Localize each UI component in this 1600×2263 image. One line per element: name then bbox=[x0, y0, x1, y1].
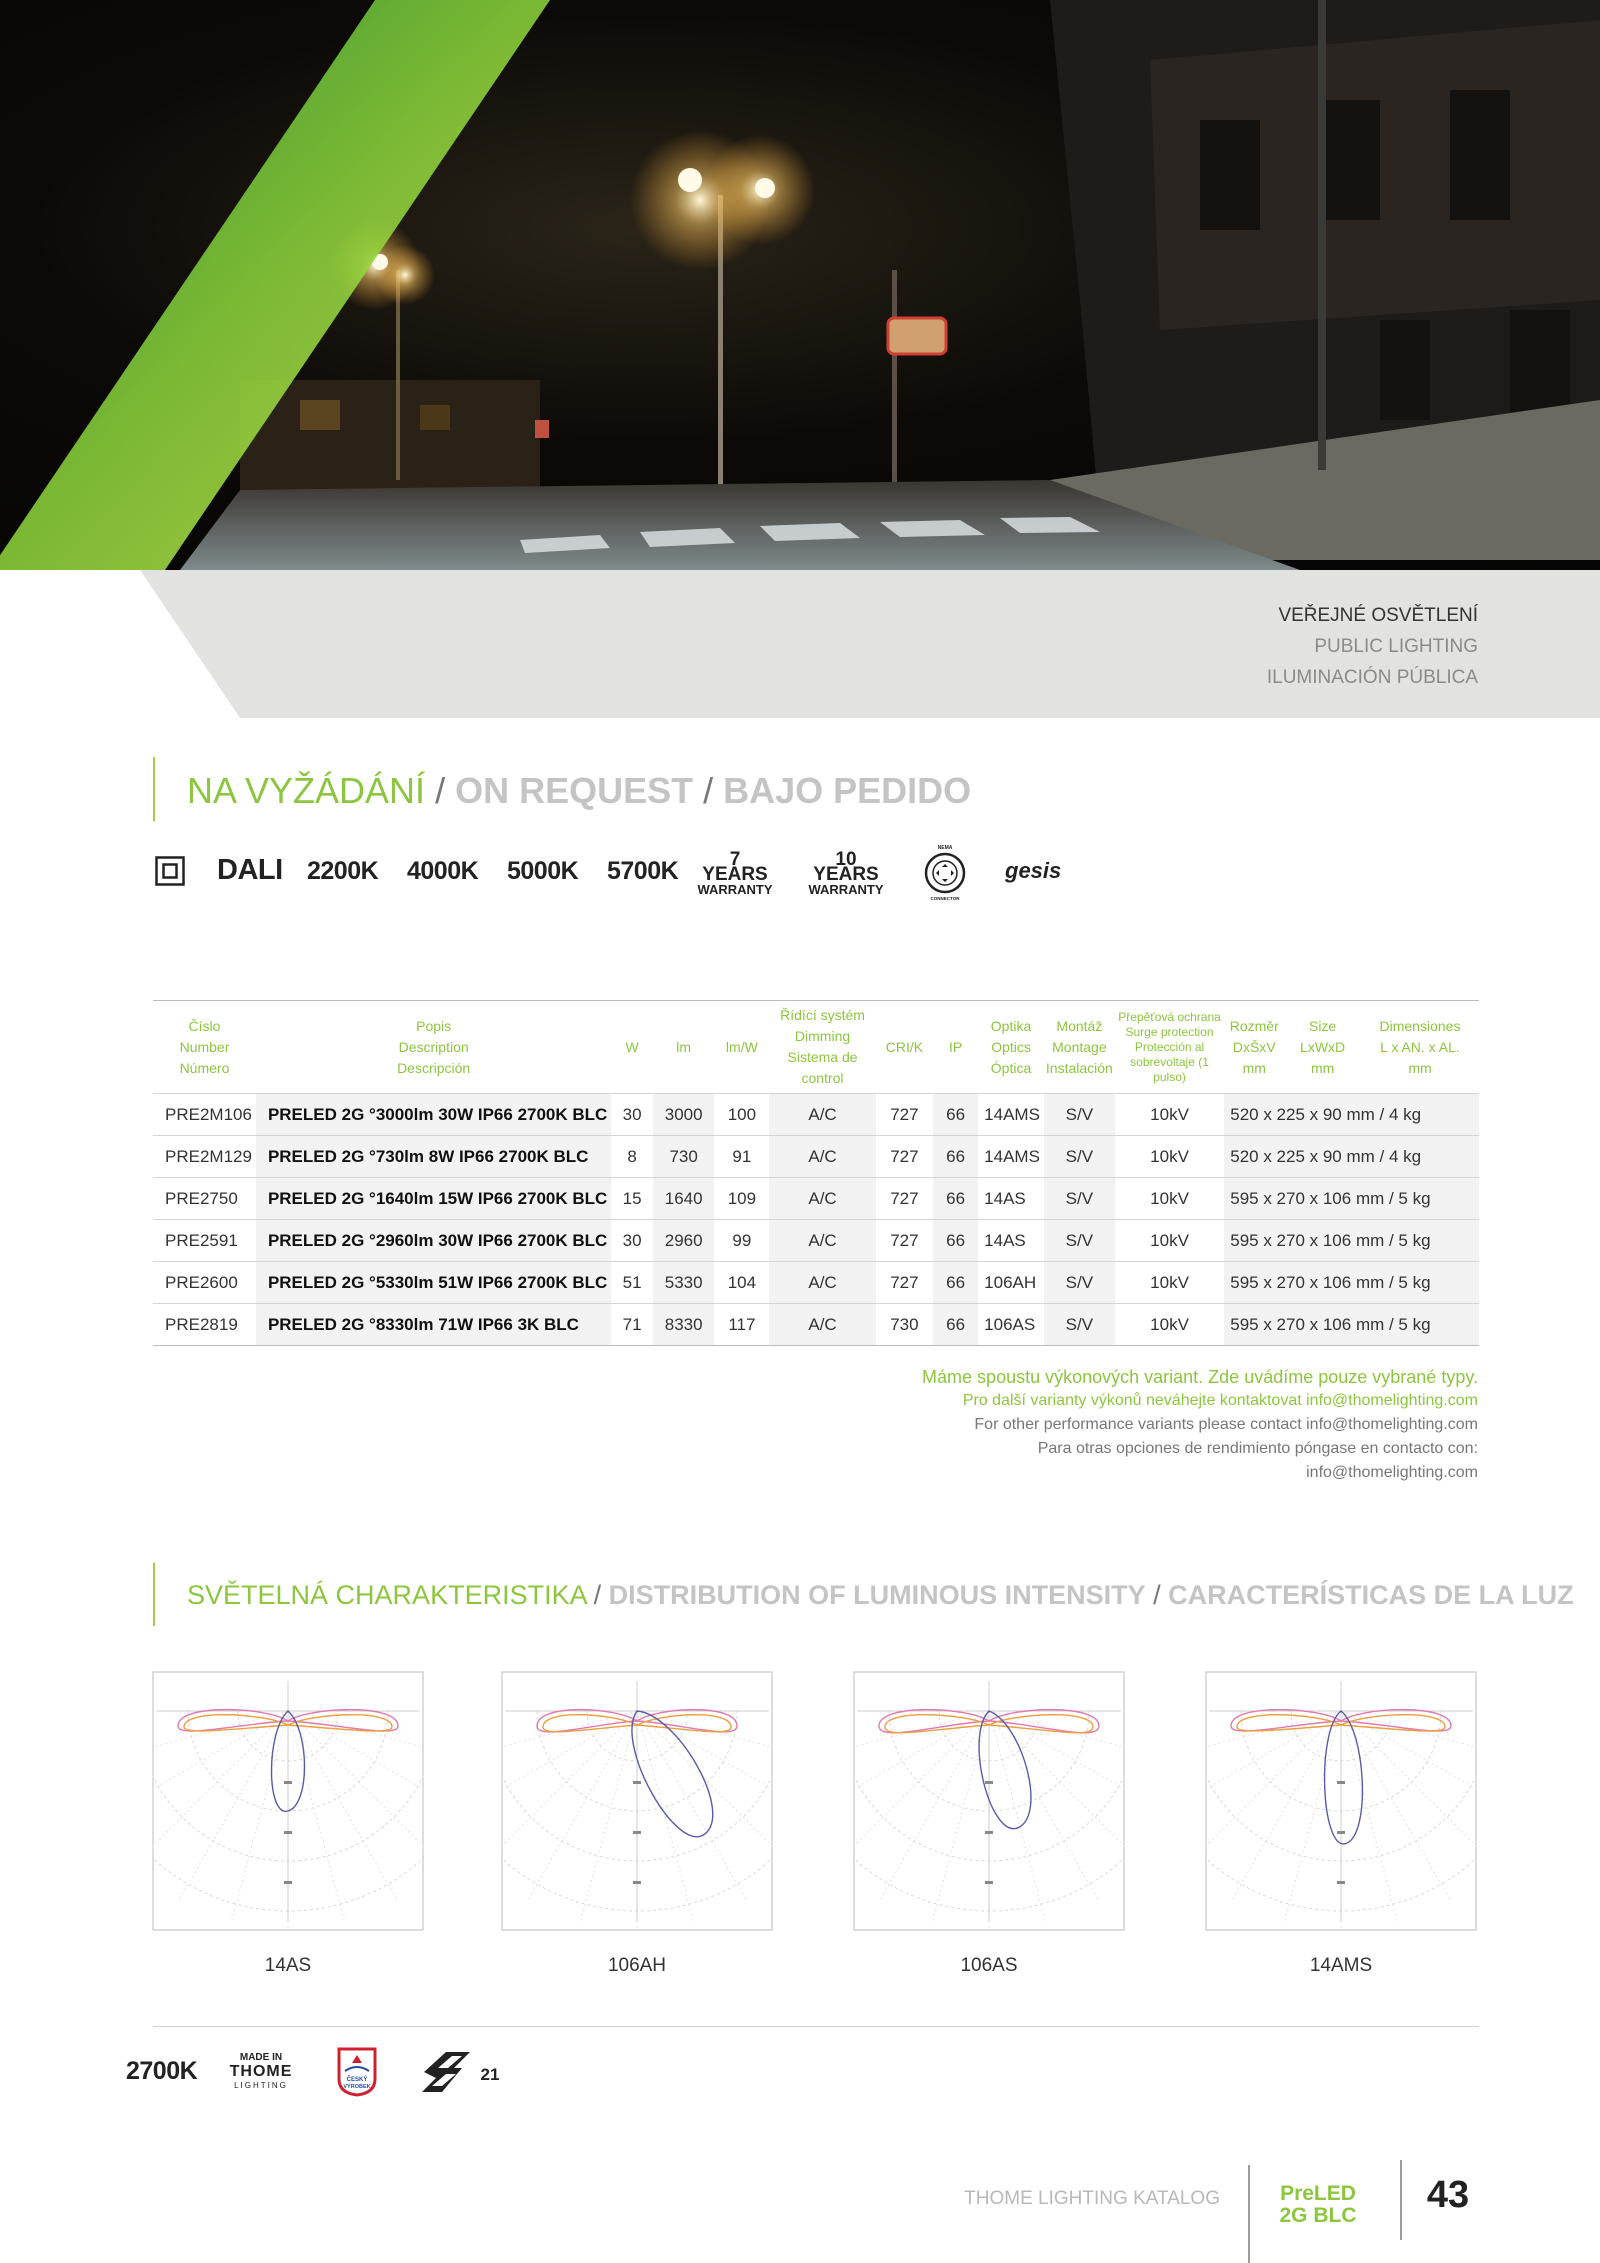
title-separator: / bbox=[1145, 1580, 1169, 1610]
polar-chart-0 bbox=[152, 1671, 424, 1931]
cell-lm: 730 bbox=[653, 1136, 714, 1178]
cell-size: 520 x 225 x 90 mm / 4 kg bbox=[1224, 1094, 1479, 1136]
col-lm: lm bbox=[653, 1001, 714, 1094]
cell-size: 520 x 225 x 90 mm / 4 kg bbox=[1224, 1136, 1479, 1178]
diagram-label-14as: 14AS bbox=[264, 1955, 312, 1976]
cell-optics: 14AMS bbox=[978, 1094, 1044, 1136]
cell-number: PRE2M106 bbox=[153, 1094, 256, 1136]
cell-surge: 10kV bbox=[1115, 1220, 1224, 1262]
cct-5000k: 5000K bbox=[507, 857, 579, 885]
cell-ip: 66 bbox=[933, 1304, 978, 1346]
cell-lmw: 99 bbox=[714, 1220, 769, 1262]
cell-ip: 66 bbox=[933, 1094, 978, 1136]
cell-cri: 727 bbox=[876, 1178, 933, 1220]
ek21-award-icon bbox=[418, 2048, 510, 2096]
distribution-accent-bar bbox=[153, 1563, 155, 1626]
band-line-es: ILUMINACIÓN PÚBLICA bbox=[1266, 667, 1478, 688]
cell-mounting: S/V bbox=[1044, 1094, 1115, 1136]
col-size bbox=[1224, 1001, 1479, 1094]
gesis-logo: gesis bbox=[1005, 858, 1062, 883]
axis-tick bbox=[284, 1831, 292, 1834]
col-dimming: Řídící systém Dimming Sistema de control bbox=[769, 1001, 875, 1094]
distribution-title-cz: SVĚTELNÁ CHARAKTERISTIKA bbox=[187, 1580, 587, 1610]
cell-mounting: S/V bbox=[1044, 1178, 1115, 1220]
cell-ip: 66 bbox=[933, 1136, 978, 1178]
cell-optics: 14AS bbox=[978, 1220, 1044, 1262]
distribution-title bbox=[187, 1580, 1574, 1611]
cell-size: 595 x 270 x 106 mm / 5 kg bbox=[1224, 1178, 1479, 1220]
footer-catalog: THOME LIGHTING KATALOG bbox=[964, 2188, 1220, 2209]
axis-tick bbox=[633, 1831, 641, 1834]
axis-tick bbox=[985, 1881, 993, 1884]
cell-ip: 66 bbox=[933, 1262, 978, 1304]
cell-size: 595 x 270 x 106 mm / 5 kg bbox=[1224, 1220, 1479, 1262]
band-line-cz: VEŘEJNÉ OSVĚTLENÍ bbox=[1278, 605, 1478, 626]
col-ip: IP bbox=[933, 1001, 978, 1094]
cell-w: 71 bbox=[611, 1304, 653, 1346]
warranty-7-label: WARRANTY bbox=[697, 882, 773, 897]
footer-product bbox=[1258, 2183, 1378, 2227]
table-row bbox=[153, 1262, 1479, 1304]
cell-lmw: 104 bbox=[714, 1262, 769, 1304]
polar-chart-3 bbox=[1205, 1671, 1477, 1931]
col-description: Popis Description Descripción bbox=[256, 1001, 611, 1094]
cell-w: 15 bbox=[611, 1178, 653, 1220]
cell-cri: 727 bbox=[876, 1262, 933, 1304]
on-request-title-es: BAJO PEDIDO bbox=[723, 770, 972, 811]
col-w: W bbox=[611, 1001, 653, 1094]
axis-tick bbox=[284, 1781, 292, 1784]
cell-cri: 727 bbox=[876, 1094, 933, 1136]
czech-product-icon bbox=[335, 2047, 379, 2097]
cell-surge: 10kV bbox=[1115, 1304, 1224, 1346]
cell-ip: 66 bbox=[933, 1178, 978, 1220]
svg-text:21: 21 bbox=[480, 2065, 500, 2084]
cell-description: PRELED 2G °2960lm 30W IP66 2700K BLC bbox=[256, 1220, 611, 1262]
dali-label: DALI bbox=[217, 854, 283, 886]
col-mounting: Montáž Montage Instalación bbox=[1044, 1001, 1115, 1094]
col-optics: Optika Optics Óptica bbox=[978, 1001, 1044, 1094]
cell-optics: 106AH bbox=[978, 1262, 1044, 1304]
col-size-en: Size LxWxD mm bbox=[1300, 1017, 1346, 1076]
warranty-10-years: 10 YEARS bbox=[813, 849, 879, 885]
table-row bbox=[153, 1304, 1479, 1346]
cell-w: 30 bbox=[611, 1220, 653, 1262]
note-cz-1: Máme spoustu výkonových variant. Zde uvádíme pouze vybrané typy. bbox=[922, 1367, 1478, 1387]
axis-tick bbox=[1337, 1781, 1345, 1784]
col-cri: CRI/K bbox=[876, 1001, 933, 1094]
title-separator: / bbox=[586, 1580, 609, 1610]
axis-tick bbox=[633, 1881, 641, 1884]
cell-lm: 2960 bbox=[653, 1220, 714, 1262]
axis-tick bbox=[284, 1881, 292, 1884]
cell-dimming: A/C bbox=[769, 1262, 875, 1304]
warranty-7-badge bbox=[695, 849, 775, 897]
cell-w: 30 bbox=[611, 1094, 653, 1136]
col-surge: Přepěťová ochrana Surge protection Protección al sobrevoltaje (1 pulso) bbox=[1115, 1001, 1224, 1094]
col-size-cz: Rozměr DxŠxV mm bbox=[1229, 1017, 1279, 1076]
cell-optics: 14AS bbox=[978, 1178, 1044, 1220]
polar-diagram-106as bbox=[853, 1671, 1125, 1931]
axis-tick bbox=[985, 1831, 993, 1834]
section-band-text bbox=[1267, 600, 1478, 693]
axis-tick bbox=[633, 1781, 641, 1784]
cell-description: PRELED 2G °5330lm 51W IP66 2700K BLC bbox=[256, 1262, 611, 1304]
street-night-illustration bbox=[0, 0, 1600, 570]
title-separator: / bbox=[693, 770, 724, 811]
cct-4000k: 4000K bbox=[407, 857, 479, 885]
note-en: For other performance variants please contact info@thomelighting.com bbox=[974, 1416, 1478, 1433]
nema-top-text: NEMA bbox=[937, 845, 953, 851]
cell-lm: 3000 bbox=[653, 1094, 714, 1136]
cell-cri: 727 bbox=[876, 1220, 933, 1262]
cell-dimming: A/C bbox=[769, 1220, 875, 1262]
cell-mounting: S/V bbox=[1044, 1262, 1115, 1304]
cell-mounting: S/V bbox=[1044, 1136, 1115, 1178]
cell-number: PRE2750 bbox=[153, 1178, 256, 1220]
cell-size: 595 x 270 x 106 mm / 5 kg bbox=[1224, 1262, 1479, 1304]
footer-divider bbox=[1248, 2165, 1250, 2263]
cell-lmw: 117 bbox=[714, 1304, 769, 1346]
warranty-7-years: 7 YEARS bbox=[702, 849, 768, 885]
cell-surge: 10kV bbox=[1115, 1262, 1224, 1304]
cell-description: PRELED 2G °730lm 8W IP66 2700K BLC bbox=[256, 1136, 611, 1178]
axis-tick bbox=[985, 1781, 993, 1784]
product-table bbox=[153, 1000, 1479, 1346]
warranty-10-label: WARRANTY bbox=[808, 882, 884, 897]
cell-description: PRELED 2G °3000lm 30W IP66 2700K BLC bbox=[256, 1094, 611, 1136]
diagram-label-14ams: 14AMS bbox=[1309, 1955, 1373, 1976]
polar-chart-2 bbox=[853, 1671, 1125, 1931]
polar-chart-1 bbox=[501, 1671, 773, 1931]
table-row bbox=[153, 1094, 1479, 1136]
cell-size: 595 x 270 x 106 mm / 5 kg bbox=[1224, 1304, 1479, 1346]
cell-number: PRE2591 bbox=[153, 1220, 256, 1262]
class-ii-icon bbox=[155, 856, 185, 886]
cell-lmw: 91 bbox=[714, 1136, 769, 1178]
cell-description: PRELED 2G °1640lm 15W IP66 2700K BLC bbox=[256, 1178, 611, 1220]
footer-divider bbox=[1400, 2160, 1402, 2240]
cct-5700k: 5700K bbox=[607, 857, 679, 885]
made-in-thome-logo: MADE IN THOME LIGHTING bbox=[229, 2052, 293, 2090]
cell-number: PRE2819 bbox=[153, 1304, 256, 1346]
note-cz-2: Pro další varianty výkonů neváhejte kontaktovat info@thomelighting.com bbox=[962, 1392, 1478, 1409]
distribution-title-es: CARACTERÍSTICAS DE LA LUZ bbox=[1168, 1580, 1574, 1610]
product-table-body bbox=[153, 1094, 1479, 1346]
distribution-title-en: DISTRIBUTION OF LUMINOUS INTENSITY bbox=[608, 1580, 1146, 1610]
cell-dimming: A/C bbox=[769, 1304, 875, 1346]
axis-tick bbox=[1337, 1881, 1345, 1884]
cell-surge: 10kV bbox=[1115, 1094, 1224, 1136]
cell-optics: 14AMS bbox=[978, 1136, 1044, 1178]
table-row bbox=[153, 1220, 1479, 1262]
nema-connector-icon bbox=[920, 842, 970, 902]
on-request-title-cz: NA VYŽÁDÁNÍ bbox=[187, 770, 426, 811]
table-header-row bbox=[153, 1001, 1479, 1094]
hero-street-photo bbox=[0, 0, 1600, 570]
cell-cri: 730 bbox=[876, 1304, 933, 1346]
cell-description: PRELED 2G °8330lm 71W IP66 3K BLC bbox=[256, 1304, 611, 1346]
axis-tick bbox=[1337, 1831, 1345, 1834]
cell-lm: 8330 bbox=[653, 1304, 714, 1346]
nema-bottom-text: CONNECTOR bbox=[930, 896, 960, 901]
note-es: Para otras opciones de rendimiento póngase en contacto con: bbox=[1037, 1440, 1478, 1457]
cell-lm: 1640 bbox=[653, 1178, 714, 1220]
svg-text:ČESKÝ: ČESKÝ bbox=[346, 2077, 368, 2083]
on-request-title-en: ON REQUEST bbox=[455, 770, 694, 811]
cell-surge: 10kV bbox=[1115, 1178, 1224, 1220]
cell-w: 8 bbox=[611, 1136, 653, 1178]
cell-mounting: S/V bbox=[1044, 1220, 1115, 1262]
polar-diagram-106ah bbox=[501, 1671, 773, 1931]
cell-dimming: A/C bbox=[769, 1178, 875, 1220]
cell-mounting: S/V bbox=[1044, 1304, 1115, 1346]
cell-number: PRE2M129 bbox=[153, 1136, 256, 1178]
col-lmw: lm/W bbox=[714, 1001, 769, 1094]
divider bbox=[153, 2026, 1479, 2027]
footer-product-line1: PreLED bbox=[1280, 2182, 1356, 2205]
on-request-title bbox=[187, 770, 971, 812]
cell-surge: 10kV bbox=[1115, 1136, 1224, 1178]
cell-dimming: A/C bbox=[769, 1094, 875, 1136]
table-row bbox=[153, 1136, 1479, 1178]
cell-lm: 5330 bbox=[653, 1262, 714, 1304]
cell-cri: 727 bbox=[876, 1136, 933, 1178]
page-number: 43 bbox=[1426, 2174, 1470, 2216]
polar-diagram-14ams bbox=[1205, 1671, 1477, 1931]
cell-number: PRE2600 bbox=[153, 1262, 256, 1304]
col-number: Číslo Number Número bbox=[153, 1001, 256, 1094]
polar-diagram-14as bbox=[152, 1671, 424, 1931]
diagram-label-106as: 106AS bbox=[960, 1955, 1018, 1976]
cell-w: 51 bbox=[611, 1262, 653, 1304]
cct-2200k: 2200K bbox=[307, 857, 379, 885]
on-request-accent-bar bbox=[153, 757, 155, 821]
title-separator: / bbox=[425, 770, 456, 811]
cell-ip: 66 bbox=[933, 1220, 978, 1262]
band-line-en: PUBLIC LIGHTING bbox=[1314, 636, 1478, 657]
note-email: info@thomelighting.com bbox=[1306, 1464, 1478, 1481]
cct-2700k-badge: 2700K bbox=[126, 2057, 198, 2085]
svg-text:VÝROBEK: VÝROBEK bbox=[343, 2084, 371, 2090]
cell-dimming: A/C bbox=[769, 1136, 875, 1178]
cell-optics: 106AS bbox=[978, 1304, 1044, 1346]
table-row bbox=[153, 1178, 1479, 1220]
footer-product-line2: 2G BLC bbox=[1279, 2204, 1357, 2227]
variant-notes bbox=[922, 1365, 1478, 1485]
col-size-es: Dimensiones L x AN. x AL. mm bbox=[1379, 1017, 1461, 1076]
diagram-label-106ah: 106AH bbox=[607, 1955, 667, 1976]
cell-lmw: 109 bbox=[714, 1178, 769, 1220]
cell-lmw: 100 bbox=[714, 1094, 769, 1136]
warranty-10-badge bbox=[801, 849, 891, 897]
